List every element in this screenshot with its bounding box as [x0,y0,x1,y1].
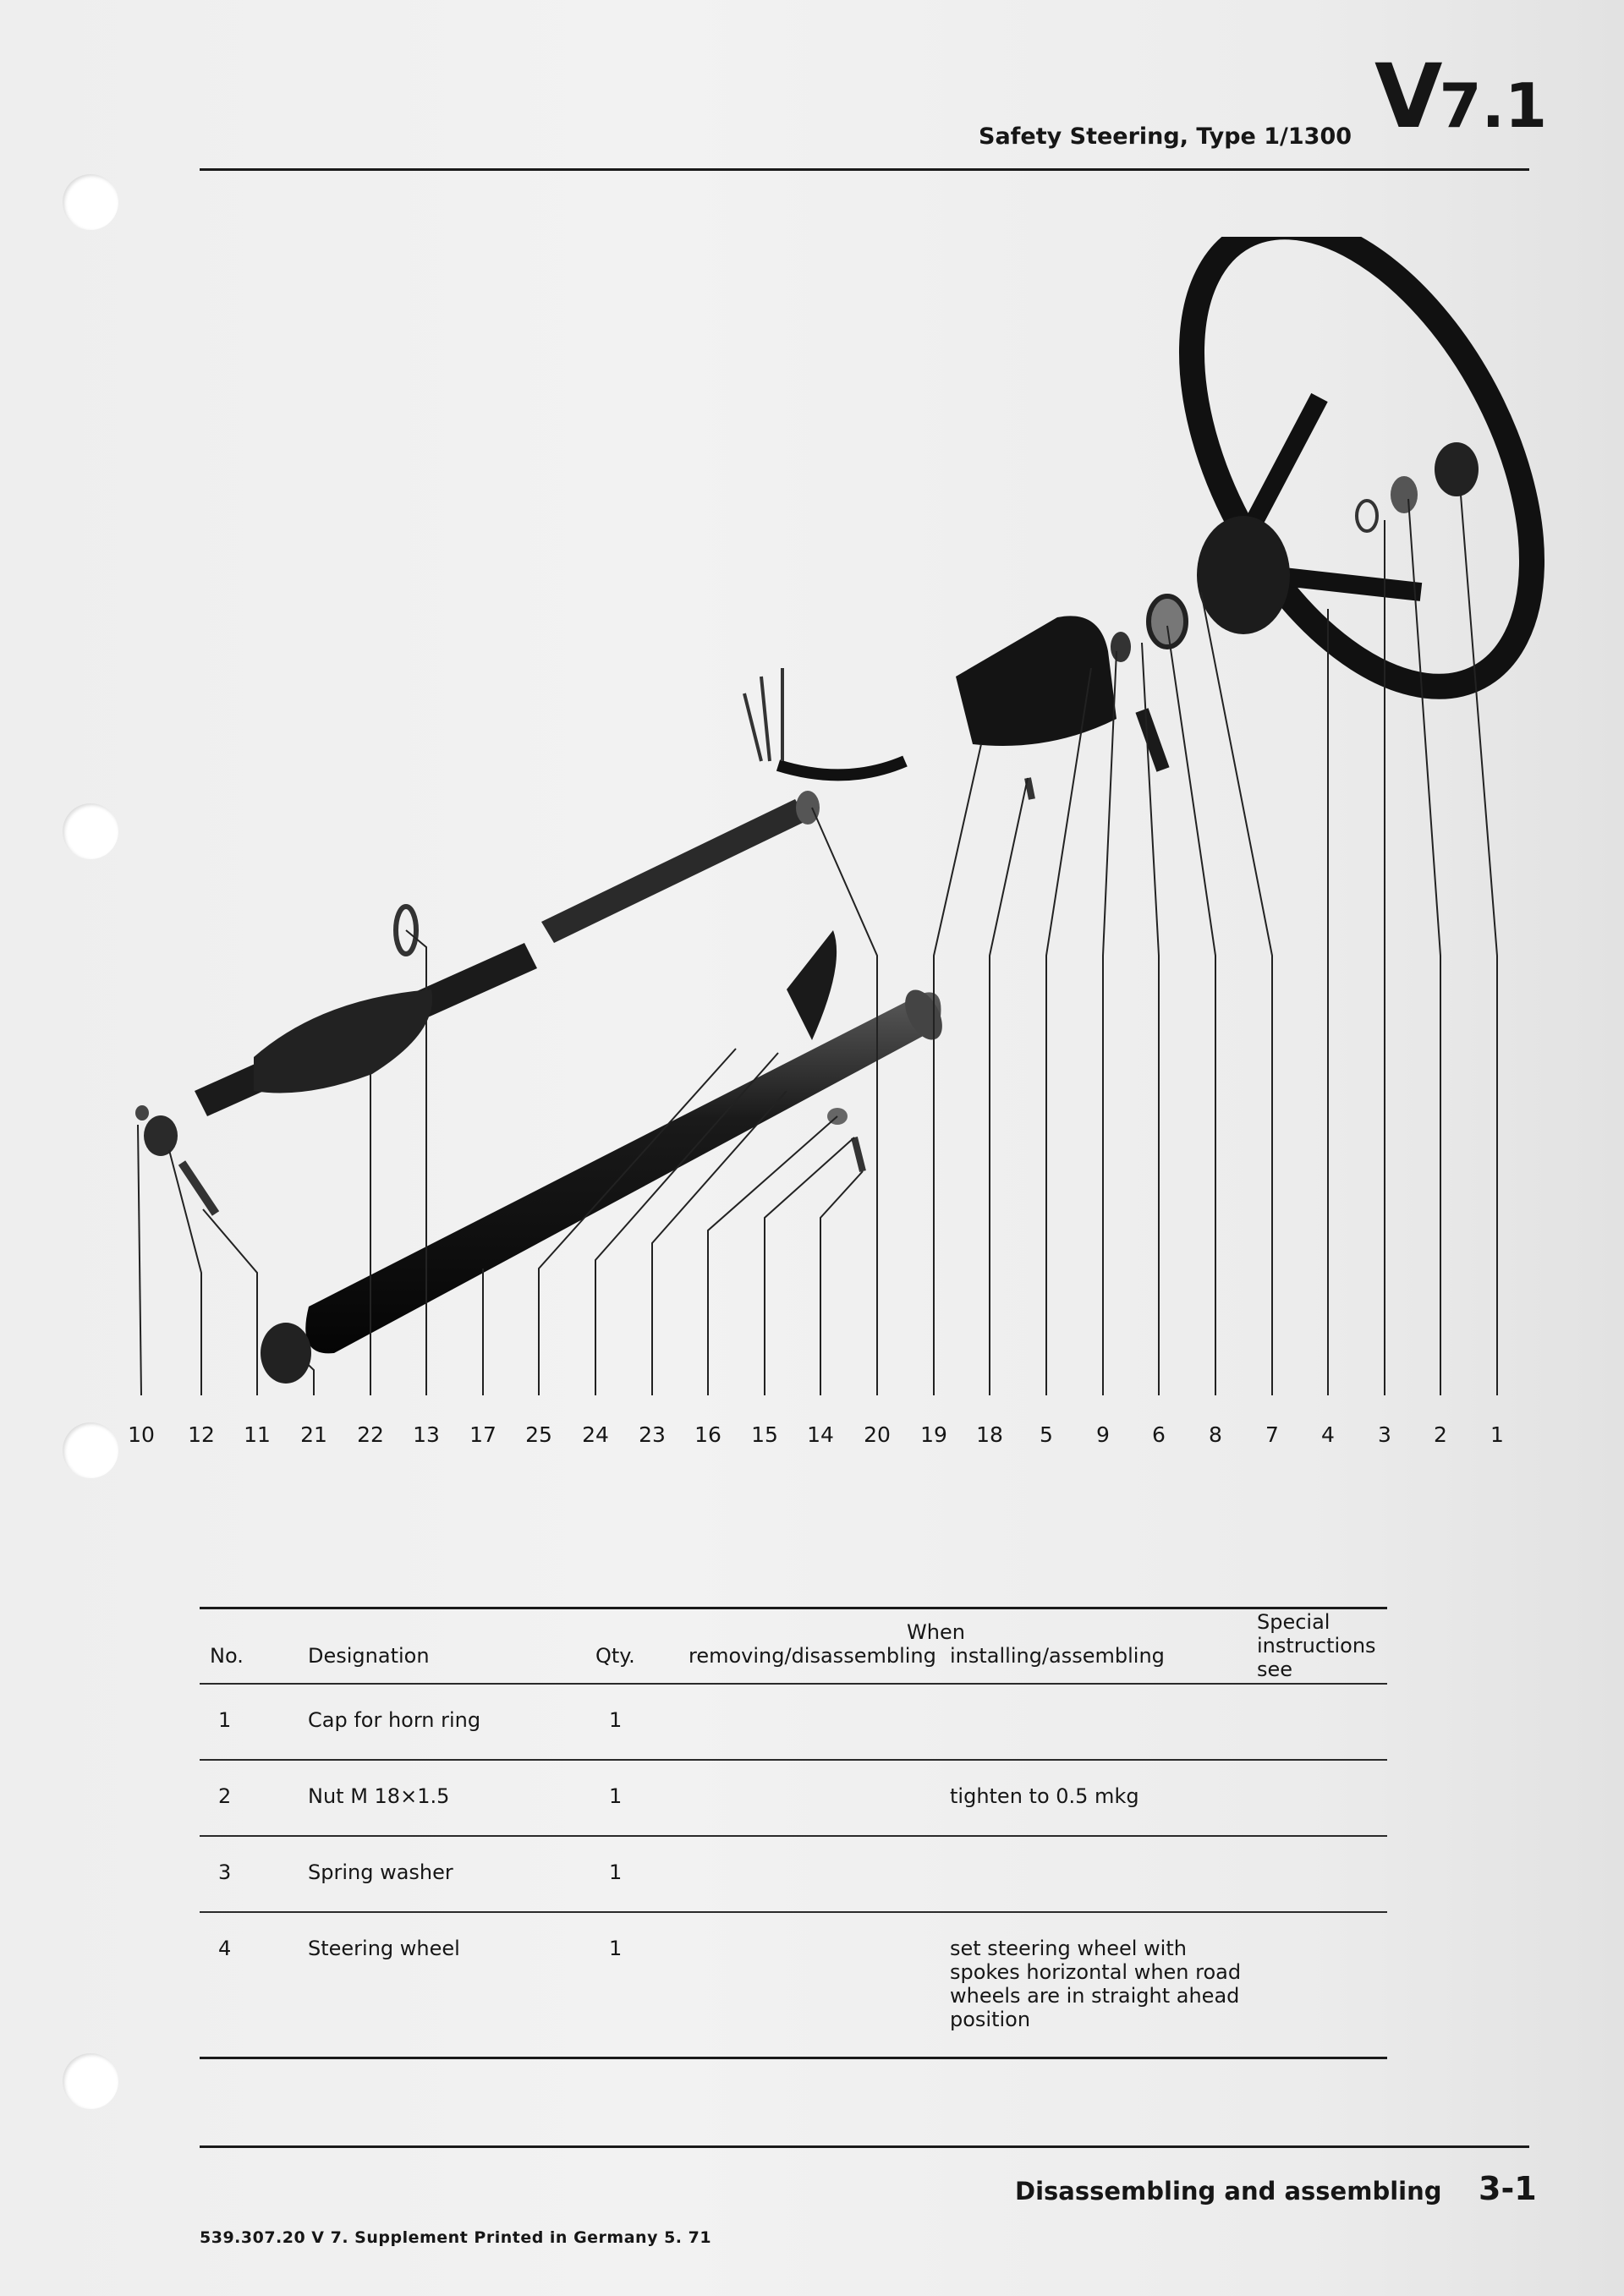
header-rule [200,168,1529,171]
row-installing: set steering wheel with spokes horizontal when road wheels are in straight ahead position [950,1937,1242,2031]
callout-label: 22 [357,1422,384,1447]
header-no: No. [210,1644,244,1668]
steering-shaft [135,791,820,1214]
steering-wheel [1122,237,1556,743]
callout-label: 6 [1152,1422,1166,1447]
row-designation: Cap for horn ring [308,1708,481,1732]
callout-label: 11 [244,1422,271,1447]
row-qty: 1 [609,1784,623,1808]
callout-label: 1 [1490,1422,1504,1447]
page-title: Safety Steering, Type 1/1300 [979,123,1352,150]
header-installing: installing/assembling [950,1644,1165,1668]
header-removing: removing/disassembling [689,1644,936,1668]
binder-hole [63,1422,118,1478]
page-number: 3-1 [1479,2170,1537,2207]
callout-label: 15 [751,1422,778,1447]
binder-hole [63,174,118,230]
callout-label: 4 [1321,1422,1335,1447]
row-designation: Nut M 18×1.5 [308,1784,450,1808]
row-rule [200,1759,1387,1761]
callout-label: 25 [525,1422,552,1447]
header-qty: Qty. [595,1644,635,1668]
callout-label: 14 [807,1422,834,1447]
row-qty: 1 [609,1860,623,1884]
callout-label: 13 [413,1422,440,1447]
row-qty: 1 [609,1937,623,1960]
callout-label: 7 [1265,1422,1279,1447]
table-top-rule [200,1607,1387,1609]
section-code-letter: V [1374,45,1440,148]
callout-label: 19 [920,1422,947,1447]
row-no: 3 [218,1860,232,1884]
row-designation: Spring washer [308,1860,453,1884]
binder-hole [63,2053,118,2109]
callout-label: 5 [1040,1422,1053,1447]
row-rule [200,1911,1387,1913]
table-bottom-rule [200,2057,1387,2059]
binder-hole [63,803,118,859]
callout-label: 8 [1209,1422,1222,1447]
callout-label: 12 [188,1422,215,1447]
print-info: 539.307.20 V 7. Supplement Printed in Germany 5. 71 [200,2228,712,2247]
column-tube [261,930,950,1384]
callout-label: 18 [976,1422,1003,1447]
row-qty: 1 [609,1708,623,1732]
section-code-number: 7.1 [1439,70,1548,141]
header-special: Special instructions see [1257,1610,1376,1681]
footer-section-title: Disassembling and assembling [1015,2177,1442,2206]
callout-label: 17 [469,1422,497,1447]
callout-label: 24 [582,1422,609,1447]
section-code [1374,45,1548,148]
table-header-rule [200,1683,1387,1685]
header-when: When [907,1620,965,1644]
switch-housing [744,596,1186,799]
row-no: 2 [218,1784,232,1808]
callout-label: 21 [300,1422,327,1447]
footer-rule [200,2145,1529,2148]
callout-label: 9 [1096,1422,1110,1447]
exploded-view-diagram [118,237,1556,1463]
row-no: 1 [218,1708,232,1732]
callout-label: 10 [128,1422,155,1447]
row-rule [200,1835,1387,1837]
row-installing: tighten to 0.5 mkg [950,1784,1139,1808]
callout-label: 20 [864,1422,891,1447]
callout-label: 2 [1434,1422,1447,1447]
callout-label: 3 [1378,1422,1391,1447]
row-no: 4 [218,1937,232,1960]
callout-label: 16 [694,1422,721,1447]
row-designation: Steering wheel [308,1937,460,1960]
header-designation: Designation [308,1644,430,1668]
callout-label: 23 [639,1422,666,1447]
